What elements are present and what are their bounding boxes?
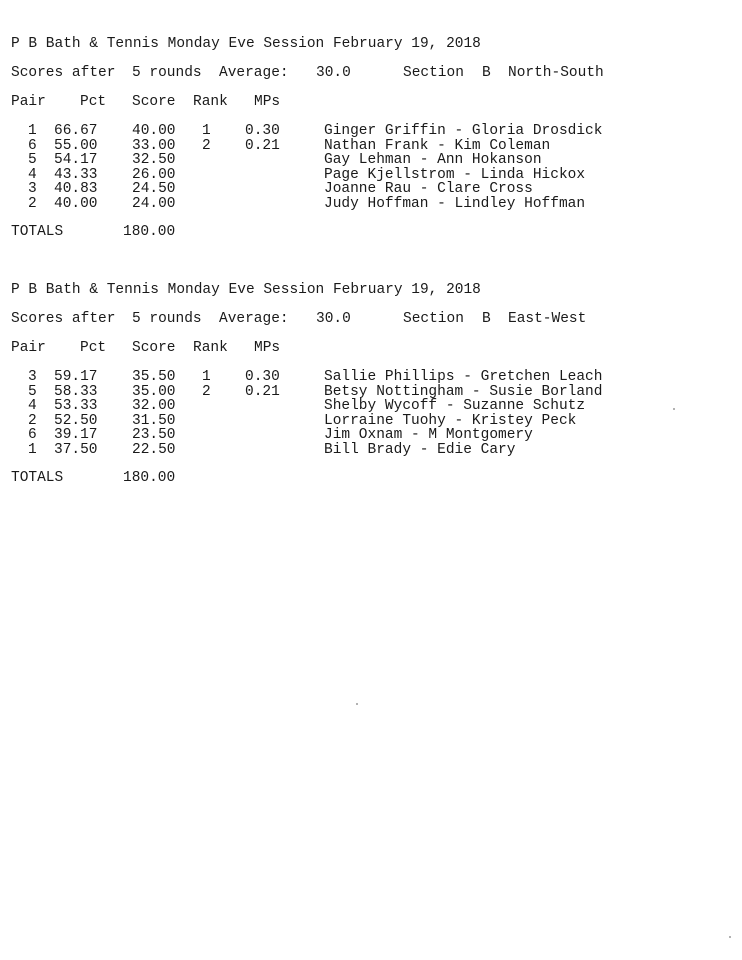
direction-value: East-West	[508, 311, 587, 327]
average-value: 30.0	[316, 311, 351, 327]
mps-value: 0.30	[245, 369, 280, 385]
header-score: Score	[132, 94, 176, 110]
scores-after-label: Scores after	[11, 65, 116, 81]
pair-names: Sallie Phillips - Gretchen Leach	[324, 369, 603, 385]
pct-value: 55.00	[54, 137, 98, 154]
pair-number: 4	[28, 398, 37, 414]
scan-speck	[673, 408, 675, 410]
header-pair: Pair	[11, 94, 46, 110]
rank-value: 1	[202, 123, 211, 139]
score-value: 22.50	[132, 441, 176, 458]
pair-number: 5	[28, 152, 37, 168]
column-header-row	[11, 94, 281, 110]
pct-value: 58.33	[54, 383, 98, 400]
header-mps: MPs	[254, 94, 281, 110]
pct-value: 53.33	[54, 398, 98, 414]
header-pct: Pct	[80, 94, 107, 110]
pair-names: Gay Lehman - Ann Hokanson	[324, 152, 542, 168]
pct-value: 37.50	[54, 441, 98, 458]
column-header-row	[11, 340, 281, 356]
section-label: Section	[403, 311, 464, 327]
table-row	[11, 441, 516, 458]
pair-names: Bill Brady - Edie Cary	[324, 441, 516, 458]
mps-value: 0.30	[245, 123, 280, 139]
pct-value: 52.50	[54, 412, 98, 429]
score-value: 35.50	[132, 369, 176, 385]
table-row	[11, 195, 586, 212]
pct-value: 40.00	[54, 195, 98, 212]
totals-label: TOTALS	[11, 470, 64, 486]
section-value: B	[482, 65, 491, 81]
score-value: 23.50	[132, 427, 176, 443]
rounds-value: 5 rounds	[132, 65, 202, 81]
pair-names: Lorraine Tuohy - Kristey Peck	[324, 412, 577, 429]
section-value: B	[482, 311, 491, 327]
pair-names: Betsy Nottingham - Susie Borland	[324, 383, 603, 400]
pair-number: 5	[28, 383, 37, 400]
pair-number: 2	[28, 195, 37, 212]
pct-value: 40.83	[54, 181, 98, 197]
pct-value: 43.33	[54, 166, 98, 183]
score-value: 32.00	[132, 398, 176, 414]
pct-value: 59.17	[54, 369, 98, 385]
totals-value: 180.00	[123, 224, 176, 240]
score-value: 40.00	[132, 123, 176, 139]
average-label: Average:	[219, 65, 289, 81]
pair-names: Ginger Griffin - Gloria Drosdick	[324, 123, 603, 139]
totals-value: 180.00	[123, 470, 176, 486]
pair-number: 6	[28, 427, 37, 443]
summary-line	[11, 65, 604, 81]
pair-number: 2	[28, 412, 37, 429]
header-pair: Pair	[11, 340, 46, 356]
rank-value: 2	[202, 383, 211, 400]
totals-row	[11, 470, 176, 486]
score-value: 33.00	[132, 137, 176, 154]
pair-number: 4	[28, 166, 37, 183]
scores-after-label: Scores after	[11, 311, 116, 327]
score-value: 26.00	[132, 166, 176, 183]
mps-value: 0.21	[245, 383, 280, 400]
pair-names: Page Kjellstrom - Linda Hickox	[324, 166, 586, 183]
totals-label: TOTALS	[11, 224, 64, 240]
pair-number: 1	[28, 123, 37, 139]
mps-value: 0.21	[245, 137, 280, 154]
pair-names: Judy Hoffman - Lindley Hoffman	[324, 195, 586, 212]
session-title-text: P B Bath & Tennis Monday Eve Session February 19, 2018	[11, 36, 481, 52]
section-label: Section	[403, 65, 464, 81]
rank-value: 1	[202, 369, 211, 385]
score-value: 35.00	[132, 383, 176, 400]
score-value: 24.50	[132, 181, 176, 197]
header-pct: Pct	[80, 340, 107, 356]
pair-number: 3	[28, 369, 37, 385]
direction-value: North-South	[508, 65, 604, 81]
summary-line	[11, 311, 587, 327]
pair-number: 1	[28, 441, 37, 458]
scan-speck	[729, 936, 731, 938]
pair-number: 6	[28, 137, 37, 154]
rank-value: 2	[202, 137, 211, 154]
average-value: 30.0	[316, 65, 351, 81]
pct-value: 39.17	[54, 427, 98, 443]
session-title	[11, 282, 481, 298]
pair-number: 3	[28, 181, 37, 197]
pair-names: Nathan Frank - Kim Coleman	[324, 137, 551, 154]
header-score: Score	[132, 340, 176, 356]
header-rank: Rank	[193, 340, 228, 356]
session-title-text: P B Bath & Tennis Monday Eve Session February 19, 2018	[11, 282, 481, 298]
pair-names: Jim Oxnam - M Montgomery	[324, 427, 533, 443]
average-label: Average:	[219, 311, 289, 327]
header-mps: MPs	[254, 340, 281, 356]
score-value: 31.50	[132, 412, 176, 429]
rounds-value: 5 rounds	[132, 311, 202, 327]
pct-value: 54.17	[54, 152, 98, 168]
totals-row	[11, 224, 176, 240]
score-value: 24.00	[132, 195, 176, 212]
pair-names: Shelby Wycoff - Suzanne Schutz	[324, 398, 586, 414]
header-rank: Rank	[193, 94, 228, 110]
scan-speck	[356, 703, 358, 705]
pair-names: Joanne Rau - Clare Cross	[324, 181, 533, 197]
session-title	[11, 36, 481, 52]
pct-value: 66.67	[54, 123, 98, 139]
score-value: 32.50	[132, 152, 176, 168]
